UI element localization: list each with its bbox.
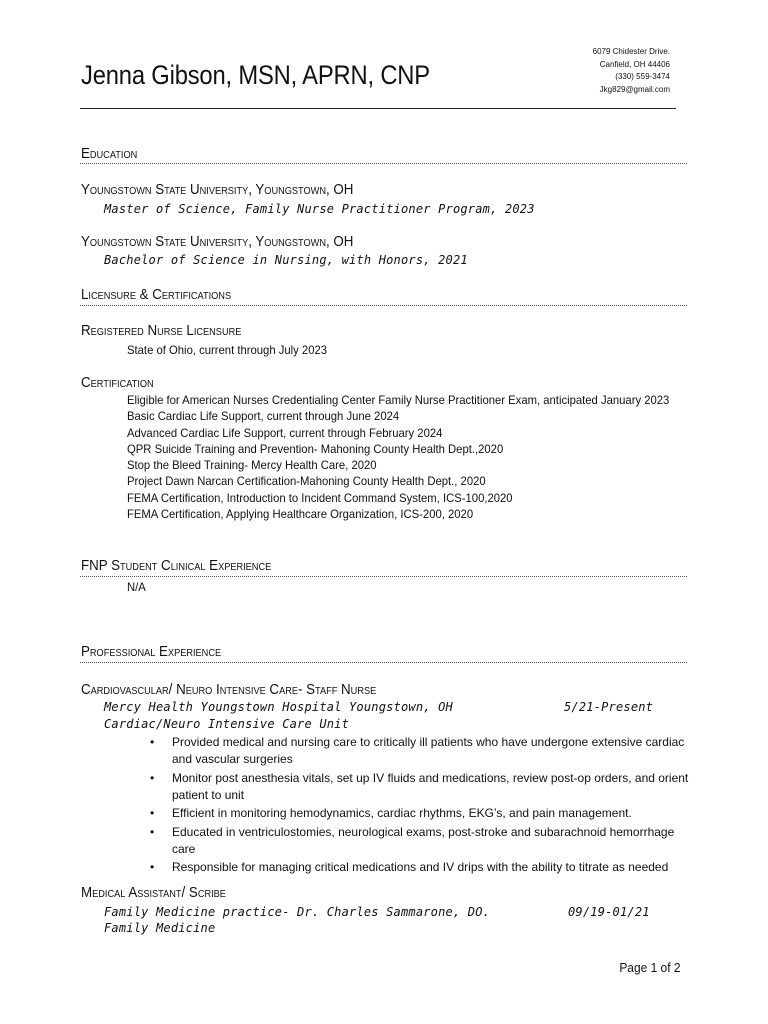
bullet-glyph: • [150,735,155,749]
clinical-heading: FNP Student Clinical Experience [81,558,272,574]
certification-heading: Certification [81,375,154,391]
duty-text: Monitor post anesthesia vitals, set up IV fluids and medications, review post-op orders, and orient patient to unit [172,770,689,802]
job-duties-list [150,734,690,878]
duty-text: Educated in ventriculostomies, neurological exams, post-stroke and subarachnoid hemorrhage care [172,824,675,856]
professional-divider [80,662,687,663]
list-item [150,734,690,768]
list-item [150,824,690,858]
education-divider [80,163,687,164]
candidate-name: Jenna Gibson, MSN, APRN, CNP [81,60,430,90]
duty-text: Efficient in monitoring hemodynamics, cardiac rhythms, EKG’s, and pain management. [172,806,632,820]
rn-licensure-detail: State of Ohio, current through July 2023 [127,343,328,357]
job-employer: Family Medicine practice- Dr. Charles Sammarone, DO. [104,905,491,919]
duty-text: Responsible for managing critical medications and IV drips with the ability to titrate as needed [172,860,669,874]
list-item: FEMA Certification, Introduction to Incident Command System, ICS-100,2020 [127,490,513,505]
list-item [150,770,690,804]
job-unit: Family Medicine [104,921,216,935]
list-item [150,805,690,822]
header-divider [80,108,676,109]
job-employer: Mercy Health Youngstown Hospital Youngstown, OH [104,700,453,714]
education-degree: Bachelor of Science in Nursing, with Honors, 2021 [104,253,468,267]
list-item: Basic Cardiac Life Support, current through June 2024 [127,409,400,424]
job-dates: 09/19-01/21 [568,905,650,919]
bullet-glyph: • [150,770,155,785]
job-title: Medical Assistant/ Scribe [81,885,226,901]
rn-licensure-heading: Registered Nurse Licensure [81,323,242,339]
job-title: Cardiovascular/ Neuro Intensive Care- Staff Nurse [81,682,377,698]
list-item [150,859,690,876]
list-item: Advanced Cardiac Life Support, current through February 2024 [127,425,443,440]
bullet-glyph: • [150,824,155,839]
education-degree: Master of Science, Family Nurse Practitioner Program, 2023 [104,202,535,216]
list-item: FEMA Certification, Applying Healthcare Organization, ICS-200, 2020 [127,507,474,522]
job-unit: Cardiac/Neuro Intensive Care Unit [104,717,350,731]
contact-block [593,46,670,96]
address-line2: Canfield, OH 44406 [599,59,670,69]
duty-text: Provided medical and nursing care to critically ill patients who have undergone extensive cardiac and vascular surgeries [172,735,685,766]
list-item: Eligible for American Nurses Credentialing Center Family Nurse Practitioner Exam, anticipated January 2023 [127,393,670,407]
phone: (330) 559-3474 [615,72,670,81]
education-school: Youngstown State University, Youngstown, OH [81,234,354,250]
licensure-divider [80,305,687,306]
job-dates: 5/21-Present [564,700,654,714]
certification-list [127,392,704,522]
page-number: Page 1 of 2 [618,960,680,975]
clinical-detail: N/A [127,580,146,594]
list-item: Stop the Bleed Training- Mercy Health Care, 2020 [127,458,377,473]
list-item: QPR Suicide Training and Prevention- Mahoning County Health Dept.,2020 [127,441,504,456]
education-school: Youngstown State University, Youngstown, OH [81,182,354,198]
professional-heading: Professional Experience [81,644,222,660]
clinical-divider [80,576,687,577]
bullet-glyph: • [150,860,155,874]
list-item: Project Dawn Narcan Certification-Mahoning County Health Dept., 2020 [127,474,486,489]
address-line1: 6079 Chidester Drive. [592,47,670,56]
bullet-glyph: • [150,806,155,820]
email: Jkg829@gmail.com [599,84,670,94]
education-heading: Education [81,146,138,162]
licensure-heading: Licensure & Certifications [81,287,232,303]
